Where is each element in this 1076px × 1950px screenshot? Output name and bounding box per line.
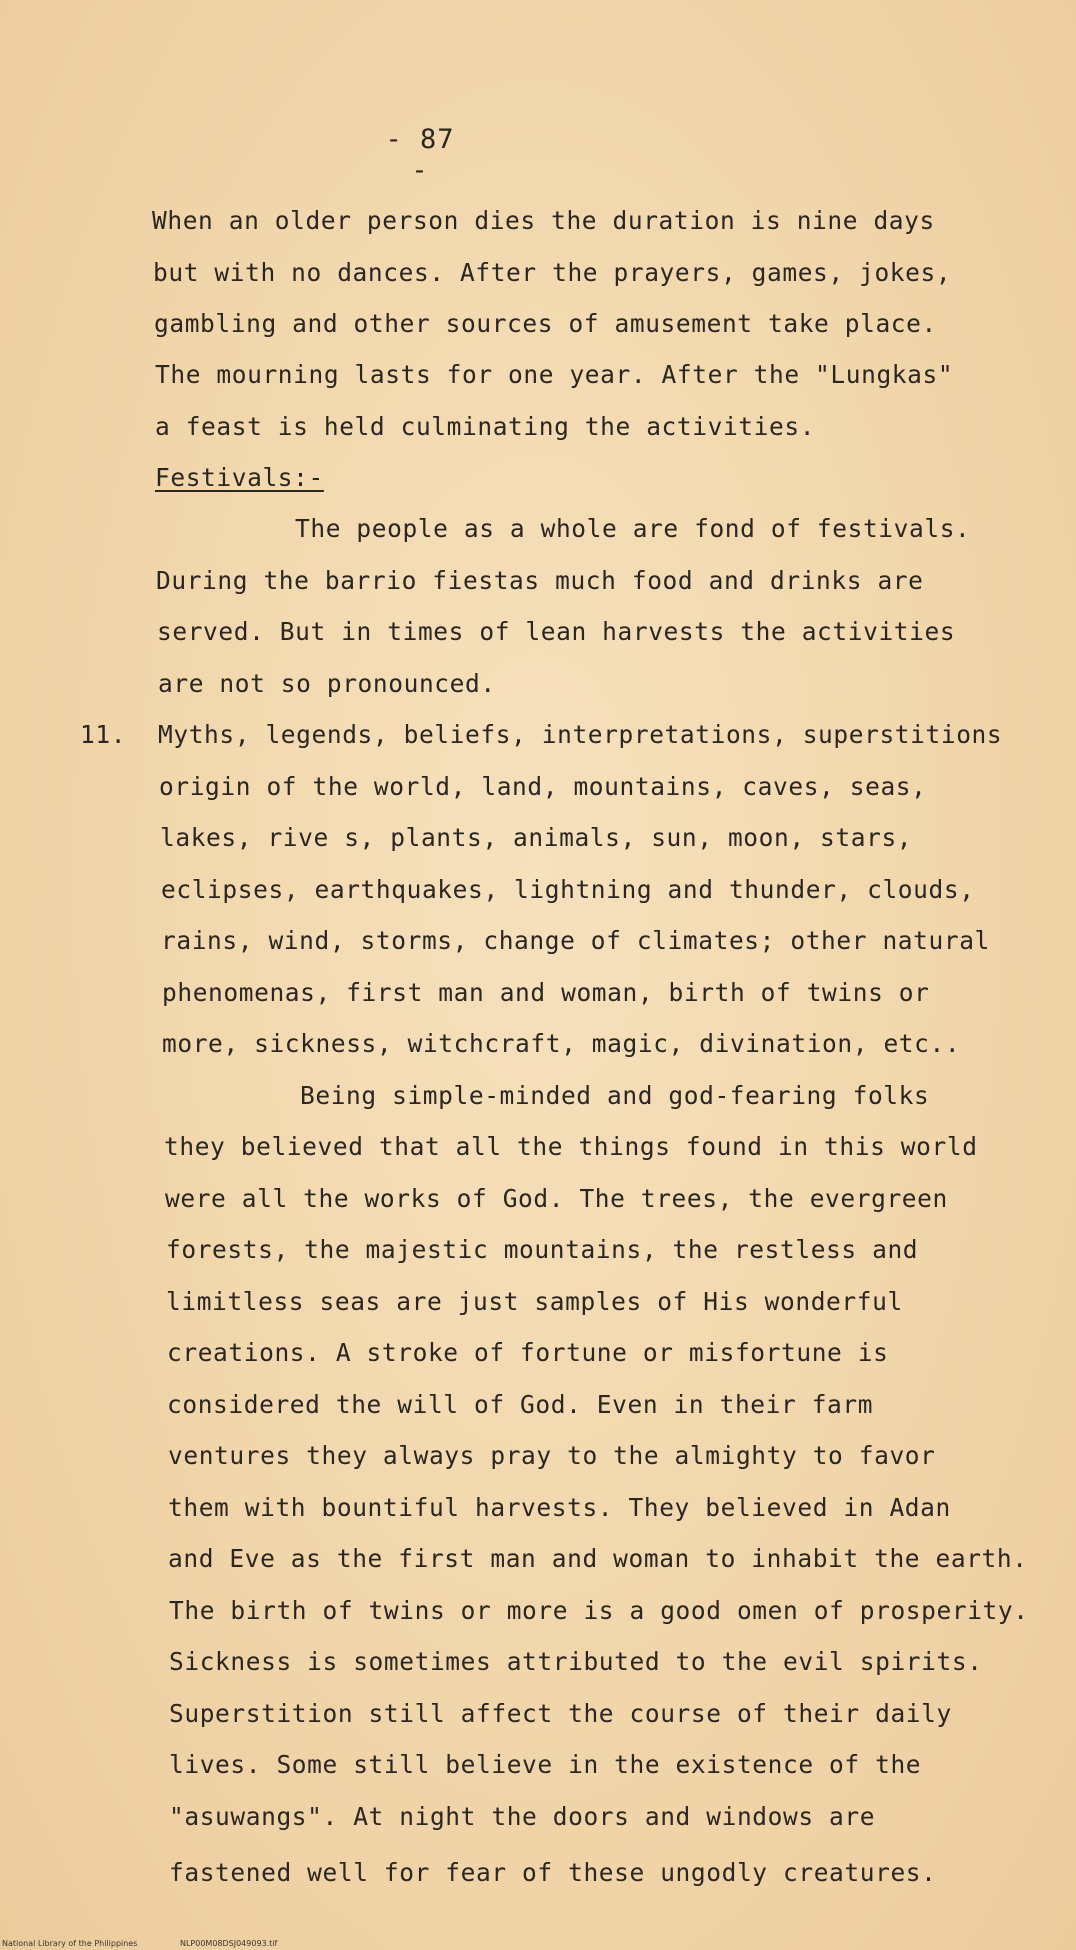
text-line: considered the will of God. Even in their farm (167, 1390, 874, 1419)
text-line: rains, wind, storms, change of climates; other natural (161, 926, 990, 955)
text-line: creations. A stroke of fortune or misfortune is (167, 1338, 889, 1367)
text-line: a feast is held culminating the activities. (155, 412, 816, 441)
text-line: lives. Some still believe in the existence of the (169, 1750, 922, 1779)
text-line: phenomenas, first man and woman, birth of twins or (162, 978, 930, 1007)
text-line: more, sickness, witchcraft, magic, divination, etc.. (162, 1029, 961, 1058)
text-line: The birth of twins or more is a good omen of prosperity. (169, 1596, 1029, 1625)
text-line: "asuwangs". At night the doors and windows are (169, 1802, 876, 1831)
text-line: and Eve as the first man and woman to inhabit the earth. (168, 1544, 1028, 1573)
text-line: Being simple-minded and god-fearing folks (300, 1081, 930, 1110)
text-line: served. But in times of lean harvests the activities (157, 617, 956, 646)
text-line: The people as a whole are fond of festivals. (295, 514, 971, 543)
scan-footer (2, 1939, 277, 1948)
text-line: Superstition still affect the course of their daily (169, 1699, 952, 1728)
text-line: origin of the world, land, mountains, caves, seas, (159, 772, 927, 801)
text-line: but with no dances. After the prayers, games, jokes, (153, 258, 952, 287)
text-line: The mourning lasts for one year. After the "Lungkas" (155, 360, 954, 389)
text-line: During the barrio fiestas much food and drinks are (156, 566, 924, 595)
text-line: fastened well for fear of these ungodly creatures. (169, 1858, 937, 1887)
section-heading-festivals: Festivals:- (155, 463, 324, 492)
text-line: they believed that all the things found in this world (164, 1132, 978, 1161)
text-line: When an older person dies the duration is nine days (152, 206, 935, 235)
text-line: are not so pronounced. (158, 669, 496, 698)
footer-file: NLP00M08DSJ049093.tif (179, 1939, 278, 1948)
footer-library: National Library of the Philippines (2, 1939, 138, 1948)
text-line: were all the works of God. The trees, the evergreen (165, 1184, 948, 1213)
text-line: gambling and other sources of amusement take place. (154, 309, 937, 338)
text-line: Sickness is sometimes attributed to the evil spirits. (169, 1647, 983, 1676)
text-line: Myths, legends, beliefs, interpretations, superstitions (158, 720, 1003, 749)
text-line: eclipses, earthquakes, lightning and thunder, clouds, (161, 875, 975, 904)
text-line: them with bountiful harvests. They believed in Adan (168, 1493, 951, 1522)
text-line: ventures they always pray to the almighty to favor (168, 1441, 936, 1470)
page-number: - 87 - (385, 124, 455, 186)
text-line: forests, the majestic mountains, the restless and (166, 1235, 919, 1264)
text-line: lakes, rive s, plants, animals, sun, moon, stars, (160, 823, 913, 852)
item-number: 11. (80, 720, 127, 749)
text-line: limitless seas are just samples of His wonderful (166, 1287, 903, 1316)
